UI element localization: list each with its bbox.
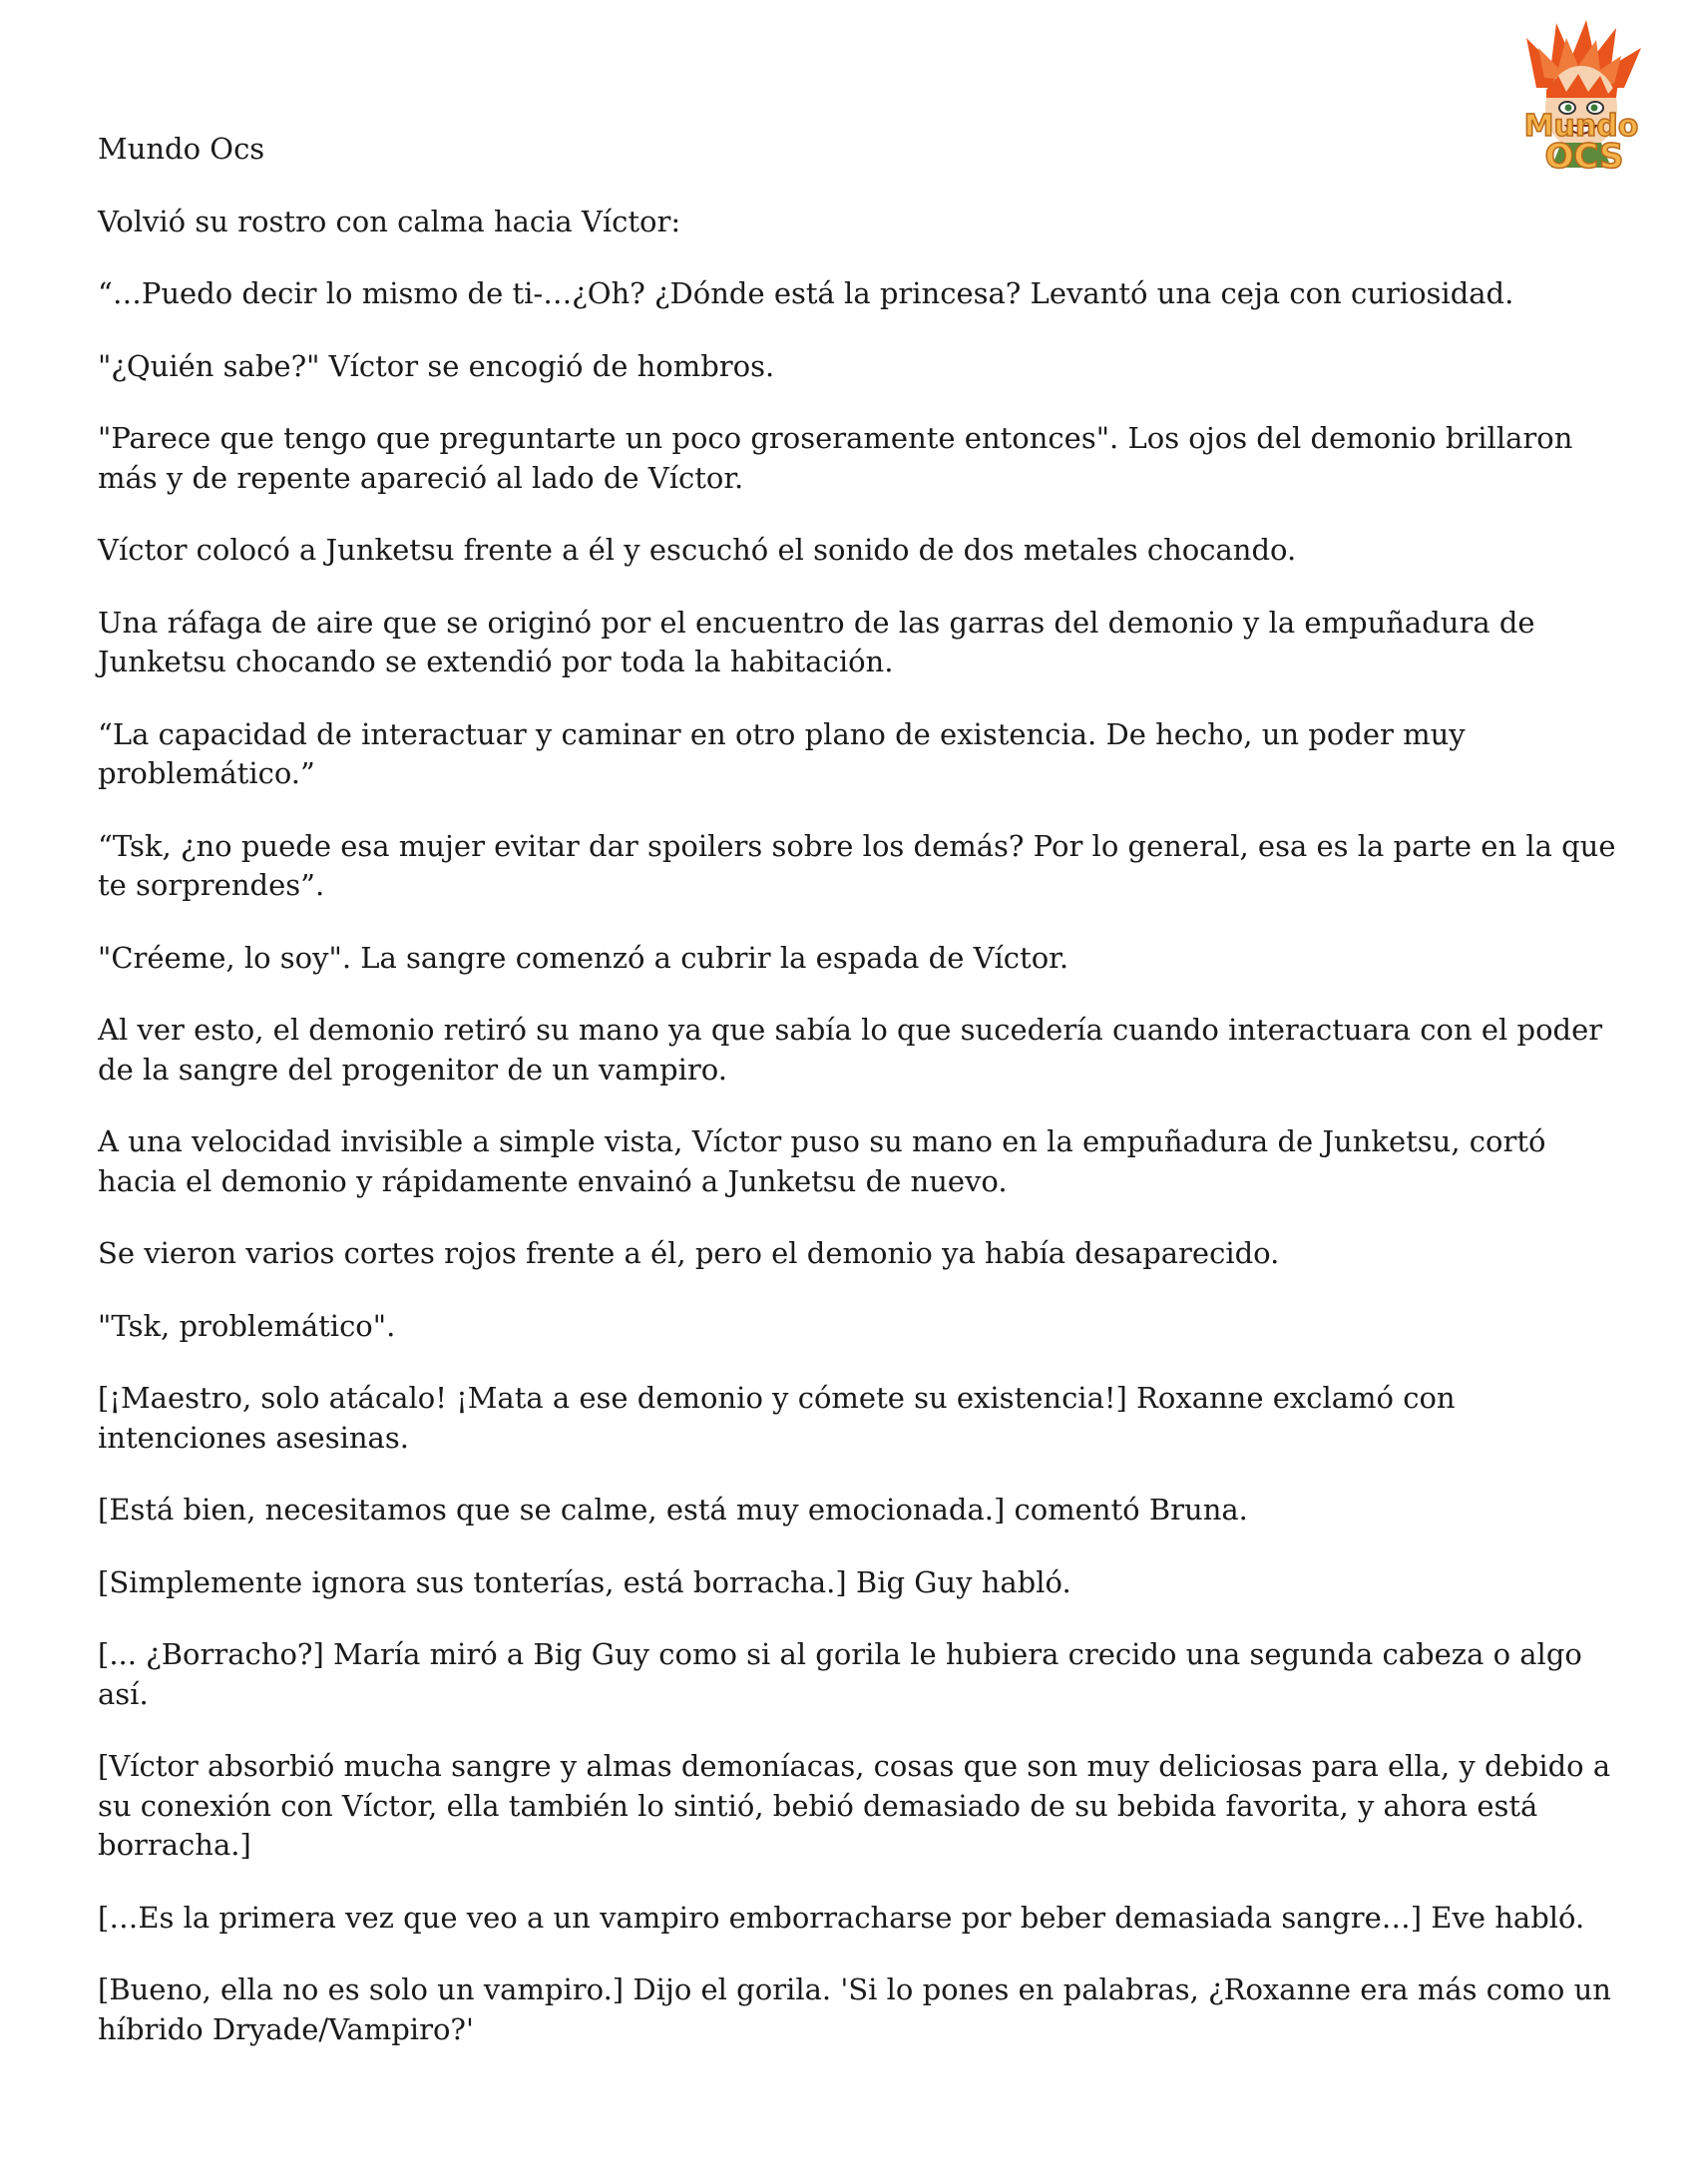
logo-text-line2: OCS <box>1544 137 1624 177</box>
logo-text-line1: Mundo <box>1523 109 1639 144</box>
paragraph: “La capacidad de interactuar y caminar en otro plano de existencia. De hecho, un poder muy problemático.” <box>98 716 1466 790</box>
paragraph: [¡Maestro, solo atácalo! ¡Mata a ese demonio y cómete su existencia!] Roxanne exclamó con intenciones asesinas. <box>98 1381 1456 1455</box>
paragraph: Al ver esto, el demonio retiró su mano ya que sabía lo que sucedería cuando interactuara con el poder de la sangre del progenitor de un vampiro. <box>98 1013 1603 1087</box>
paragraph: "¿Quién sabe?" Víctor se encogió de hombros. <box>98 348 775 383</box>
paragraph: [Bueno, ella no es solo un vampiro.] Dijo el gorila. 'Si lo pones en palabras, ¿Roxanne era más como un híbrido Dryade/Vampiro?' <box>98 1972 1611 2046</box>
paragraph: A una velocidad invisible a simple vista, Víctor puso su mano en la empuñadura de Junketsu, cortó hacia el demonio y rápidamente envainó a Junketsu de nuevo. <box>98 1124 1546 1198</box>
document-body <box>98 130 1619 2082</box>
paragraph: "Tsk, problemático". <box>98 1308 396 1343</box>
paragraph: "Créeme, lo soy". La sangre comenzó a cubrir la espada de Víctor. <box>98 940 1069 975</box>
paragraph: [Simplemente ignora sus tonterías, está borracha.] Big Guy habló. <box>98 1564 1071 1599</box>
paragraph: [Víctor absorbió mucha sangre y almas demoníacas, cosas que son muy deliciosas para ella, y debido a su conexión con Víctor, ella también lo sintió, bebió demasiado de su bebida favorita, y ahora está borracha.] <box>98 1749 1611 1862</box>
page-title: Mundo Ocs <box>98 132 265 166</box>
paragraph: Volvió su rostro con calma hacia Víctor: <box>98 204 681 238</box>
paragraph: “…Puedo decir lo mismo de ti-…¿Oh? ¿Dónde está la princesa? Levantó una ceja con curiosidad. <box>98 276 1514 310</box>
paragraph: [Está bien, necesitamos que se calme, está muy emocionada.] comentó Bruna. <box>98 1493 1248 1527</box>
paragraph: […Es la primera vez que veo a un vampiro emborracharse por beber demasiada sangre…] Eve habló. <box>98 1900 1585 1935</box>
paragraph: [... ¿Borracho?] María miró a Big Guy como si al gorila le hubiera crecido una segunda cabeza o algo así. <box>98 1637 1582 1711</box>
paragraph: Víctor colocó a Junketsu frente a él y escuchó el sonido de dos metales chocando. <box>98 533 1297 567</box>
paragraph: Una ráfaga de aire que se originó por el encuentro de las garras del demonio y la empuñadura de Junketsu chocando se extendió por toda la habitación. <box>98 605 1535 678</box>
paragraph: "Parece que tengo que preguntarte un poco groseramente entonces". Los ojos del demonio brillaron más y de repente apareció al lado de Víctor. <box>98 421 1573 495</box>
paragraph: “Tsk, ¿no puede esa mujer evitar dar spoilers sobre los demás? Por lo general, esa es la parte en la que te sorprendes”. <box>98 828 1616 902</box>
paragraph: Se vieron varios cortes rojos frente a él, pero el demonio ya había desaparecido. <box>98 1236 1280 1270</box>
